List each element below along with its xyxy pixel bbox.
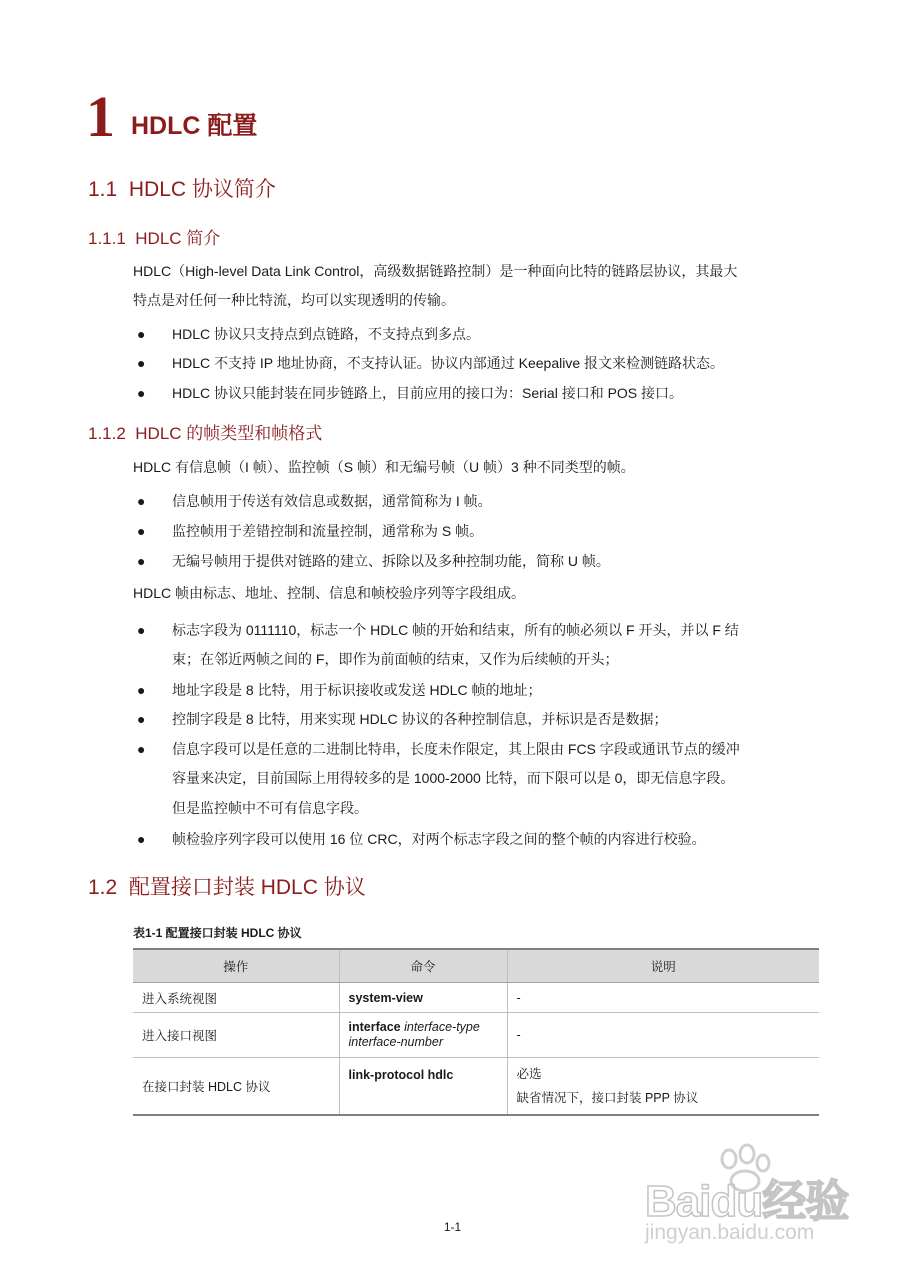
section-title: HDLC 协议简介 (128, 178, 276, 201)
section-1-1-2-heading (88, 423, 322, 445)
baidu-watermark (645, 1143, 855, 1253)
column-header: 命令 (339, 949, 507, 983)
list-item-line: 容量来决定，目前国际上用得较多的是 1000-2000 比特，而下限可以是 0，即无信息字段。 (172, 770, 735, 786)
frame-types-paragraph: HDLC 有信息帧（I 帧）、监控帧（S 帧）和无编号帧（U 帧）3 种不同类型的帧。 (133, 459, 635, 475)
list-item: 地址字段是 8 比特，用于标识接收或发送 HDLC 帧的地址； (172, 682, 542, 698)
operation-cell: 在接口封装 HDLC 协议 (133, 1058, 339, 1116)
table-row (133, 1013, 819, 1058)
page-number: 1-1 (443, 1220, 462, 1234)
section-1-1-1-heading (88, 228, 220, 250)
section-title: HDLC 的帧类型和帧格式 (135, 424, 323, 443)
frame-fields-paragraph: HDLC 帧由标志、地址、控制、信息和帧校验序列等字段组成。 (133, 585, 526, 601)
bullet-icon: ● (137, 326, 146, 342)
section-1-2-heading (88, 874, 366, 902)
config-table (133, 948, 819, 1116)
bullet-icon: ● (137, 831, 146, 847)
section-number: 1.1 (88, 178, 118, 201)
operation-cell: 进入系统视图 (133, 983, 339, 1013)
watermark-brand: Baidu经验 (645, 1177, 849, 1226)
list-item: 监控帧用于差错控制和流量控制，通常称为 S 帧。 (172, 523, 484, 539)
table-caption: 表1-1 配置接口封装 HDLC 协议 (133, 926, 302, 940)
bullet-icon: ● (137, 741, 146, 757)
description-cell (507, 1058, 819, 1116)
column-header: 说明 (507, 949, 819, 983)
list-item-line: 信息字段可以是任意的二进制比特串，长度未作限定，其上限由 FCS 字段或通讯节点的缓冲 (172, 741, 740, 757)
watermark-url: jingyan.baidu.com (645, 1221, 815, 1244)
table-row (133, 1058, 819, 1116)
list-item-line: 但是监控帧中不可有信息字段。 (172, 800, 368, 816)
bullet-icon: ● (137, 711, 146, 727)
section-number: 1.1.2 (88, 424, 126, 443)
description-line: 缺省情况下，接口封装 PPP 协议 (516, 1091, 699, 1105)
list-item: HDLC 不支持 IP 地址协商，不支持认证。协议内部通过 Keepalive 报文来检测链路状态。 (172, 355, 725, 371)
operation-cell: 进入接口视图 (133, 1013, 339, 1058)
table-header-row (133, 949, 819, 983)
bullet-icon: ● (137, 682, 146, 698)
command-cell: system-view (339, 983, 507, 1013)
intro-paragraph-line2: 特点是对任何一种比特流，均可以实现透明的传输。 (133, 292, 455, 308)
bullet-icon: ● (137, 493, 146, 509)
chapter-title: HDLC 配置 (131, 112, 258, 140)
list-item: HDLC 协议只能封装在同步链路上，目前应用的接口为：Serial 接口和 POS 接口。 (172, 385, 684, 401)
column-header: 操作 (133, 949, 339, 983)
description-cell: - (507, 1013, 819, 1058)
section-title: HDLC 简介 (135, 229, 221, 248)
description-line: 必选 (516, 1067, 542, 1081)
list-item: 信息帧用于传送有效信息或数据，通常简称为 I 帧。 (172, 493, 492, 509)
command-cell: link-protocol hdlc (339, 1058, 507, 1116)
section-number: 1.1.1 (88, 229, 126, 248)
command-keyword: interface (348, 1020, 401, 1034)
intro-paragraph-line1: HDLC（High-level Data Link Control，高级数据链路控制）是一种面向比特的链路层协议，其最大 (133, 263, 738, 279)
bullet-icon: ● (137, 523, 146, 539)
bullet-icon: ● (137, 553, 146, 569)
command-argument: interface-number (348, 1035, 443, 1049)
list-item: HDLC 协议只支持点到点链路，不支持点到多点。 (172, 326, 481, 342)
list-item-line: 束；在邻近两帧之间的 F，即作为前面帧的结束，又作为后续帧的开头； (172, 651, 619, 667)
description-cell: - (507, 983, 819, 1013)
bullet-icon: ● (137, 385, 146, 401)
list-item: 帧检验序列字段可以使用 16 位 CRC，对两个标志字段之间的整个帧的内容进行校验。 (172, 831, 706, 847)
section-number: 1.2 (88, 876, 118, 899)
chapter-number: 1 (86, 84, 115, 149)
list-item: 无编号帧用于提供对链路的建立、拆除以及多种控制功能，简称 U 帧。 (172, 553, 610, 569)
list-item-line: 标志字段为 0111110，标志一个 HDLC 帧的开始和结束，所有的帧必须以 F 开头，并以 F 结 (172, 622, 739, 638)
bullet-icon: ● (137, 622, 146, 638)
bullet-icon: ● (137, 355, 146, 371)
section-title: 配置接口封装 HDLC 协议 (128, 876, 366, 899)
table-row (133, 983, 819, 1013)
command-cell (339, 1013, 507, 1058)
list-item: 控制字段是 8 比特，用来实现 HDLC 协议的各种控制信息，并标识是否是数据； (172, 711, 668, 727)
command-argument: interface-type (404, 1020, 480, 1034)
section-1-1-heading (88, 176, 276, 204)
